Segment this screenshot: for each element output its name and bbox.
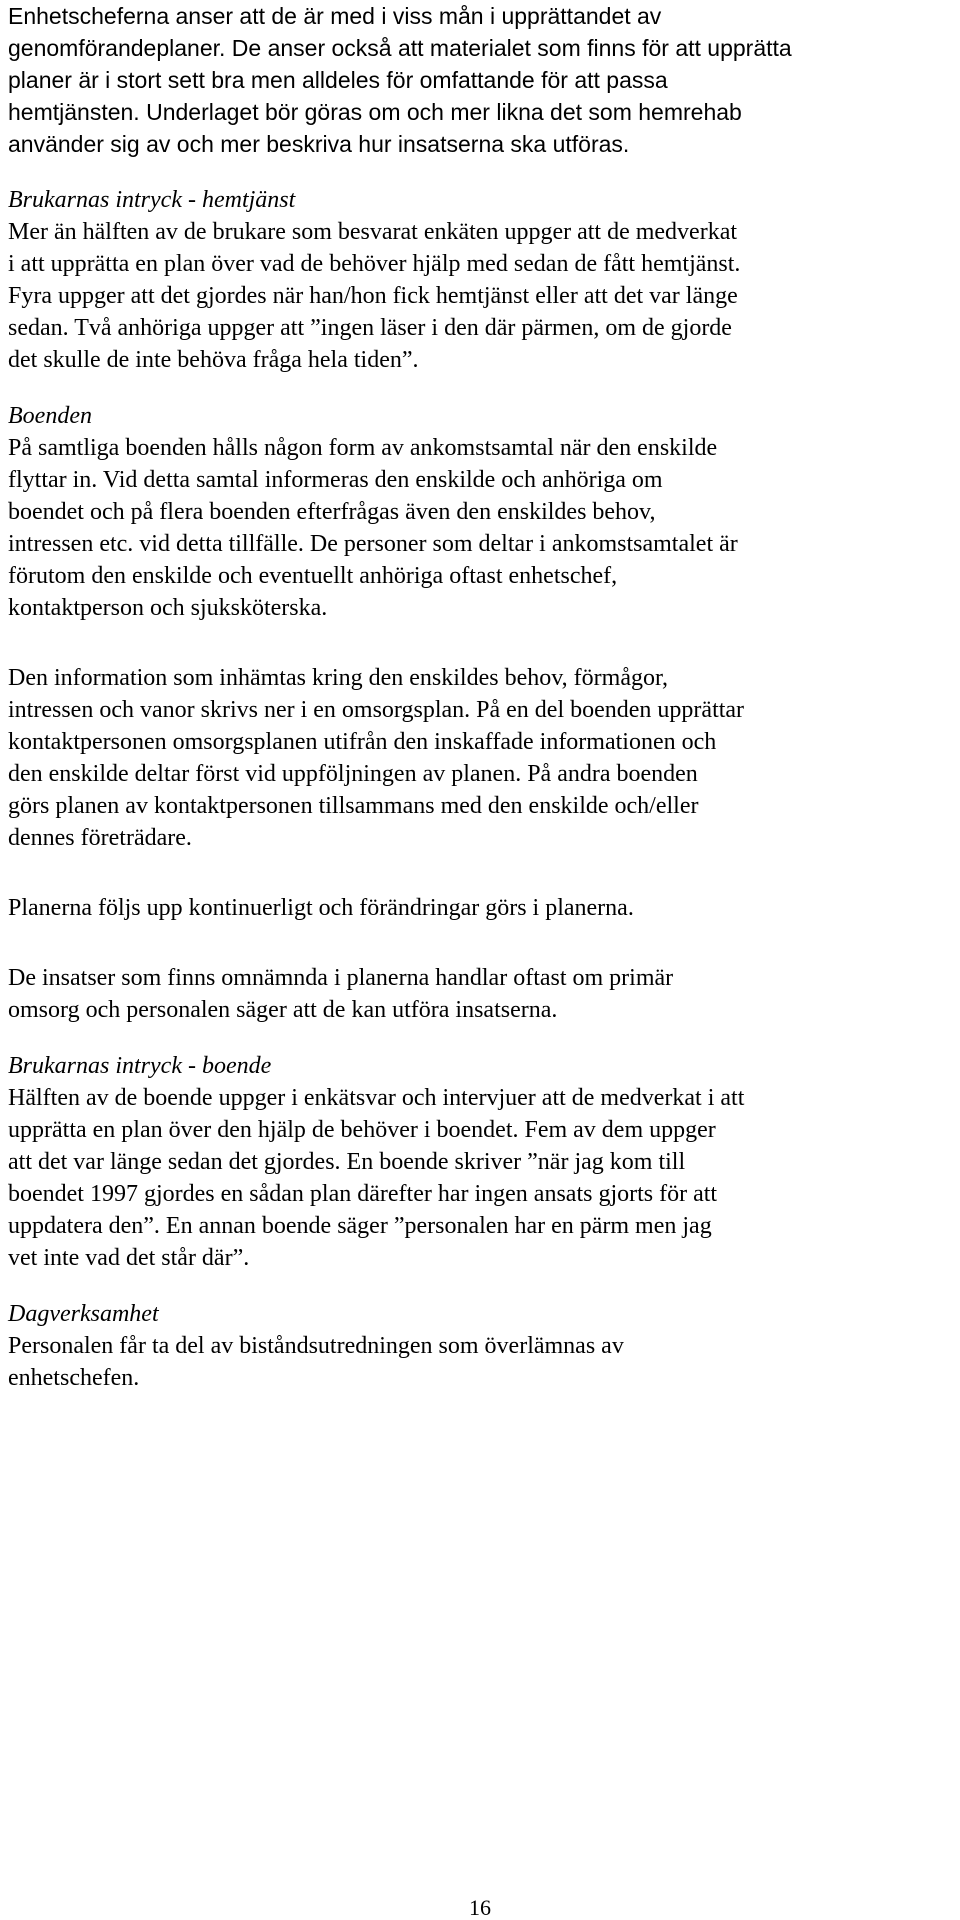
text-line: hemtjänsten. Underlaget bör göras om och mer likna det som hemrehab bbox=[8, 99, 742, 125]
text-line: Enhetscheferna anser att de är med i viss mån i upprättandet av bbox=[8, 3, 662, 29]
boenden-paragraph-3 bbox=[8, 892, 958, 924]
page-number: 16 bbox=[469, 1895, 491, 1920]
section-heading-dagverksamhet: Dagverksamhet bbox=[8, 1301, 159, 1327]
text-line: Personalen får ta del av biståndsutredningen som överlämnas av bbox=[8, 1333, 624, 1359]
text-line: enhetschefen. bbox=[8, 1365, 140, 1391]
text-line: den enskilde deltar först vid uppföljningen av planen. På andra boenden bbox=[8, 761, 698, 787]
text-line: kontaktpersonen omsorgsplanen utifrån den inskaffade informationen och bbox=[8, 729, 717, 755]
text-line: intressen och vanor skrivs ner i en omsorgsplan. På en del boenden upprättar bbox=[8, 697, 745, 723]
text-line: kontaktperson och sjuksköterska. bbox=[8, 595, 328, 621]
text-line: omsorg och personalen säger att de kan utföra insatserna. bbox=[8, 997, 558, 1023]
text-line: görs planen av kontaktpersonen tillsammans med den enskilde och/eller bbox=[8, 793, 699, 819]
text-line: Mer än hälften av de brukare som besvarat enkäten uppger att de medverkat bbox=[8, 219, 738, 245]
text-line: sedan. Två anhöriga uppger att ”ingen läser i den där pärmen, om de gjorde bbox=[8, 315, 732, 341]
text-line: De insatser som finns omnämnda i planerna handlar oftast om primär bbox=[8, 965, 674, 991]
boenden-paragraph-1 bbox=[8, 432, 958, 624]
text-line: i att upprätta en plan över vad de behöver hjälp med sedan de fått hemtjänst. bbox=[8, 251, 741, 277]
text-line: boendet 1997 gjordes en sådan plan därefter har ingen ansats gjorts för att bbox=[8, 1181, 718, 1207]
text-line: det skulle de inte behöva fråga hela tiden”. bbox=[8, 347, 419, 373]
boenden-paragraph-2 bbox=[8, 662, 958, 854]
text-line: använder sig av och mer beskriva hur insatserna ska utföras. bbox=[8, 131, 630, 157]
section-heading-boenden: Boenden bbox=[8, 403, 92, 429]
text-line: Hälften av de boende uppger i enkätsvar och intervjuer att de medverkat i att bbox=[8, 1085, 745, 1111]
boende-intryck-paragraph bbox=[8, 1082, 958, 1274]
text-line: genomförandeplaner. De anser också att materialet som finns för att upprätta bbox=[8, 35, 792, 61]
text-line: intressen etc. vid detta tillfälle. De personer som deltar i ankomstsamtalet är bbox=[8, 531, 738, 557]
hemtjanst-paragraph bbox=[8, 216, 958, 376]
text-line: förutom den enskilde och eventuellt anhöriga oftast enhetschef, bbox=[8, 563, 618, 589]
document-page bbox=[8, 0, 958, 1394]
intro-paragraph bbox=[8, 0, 958, 160]
text-line: att det var länge sedan det gjordes. En boende skriver ”när jag kom till bbox=[8, 1149, 686, 1175]
text-line: uppdatera den”. En annan boende säger ”personalen har en pärm men jag bbox=[8, 1213, 712, 1239]
text-line: flyttar in. Vid detta samtal informeras den enskilde och anhöriga om bbox=[8, 467, 663, 493]
section-heading-hemtjanst: Brukarnas intryck - hemtjänst bbox=[8, 187, 296, 213]
text-line: Planerna följs upp kontinuerligt och förändringar görs i planerna. bbox=[8, 895, 634, 921]
dagverksamhet-paragraph bbox=[8, 1330, 958, 1394]
text-line: dennes företrädare. bbox=[8, 825, 192, 851]
text-line: vet inte vad det står där”. bbox=[8, 1245, 250, 1271]
text-line: Fyra uppger att det gjordes när han/hon fick hemtjänst eller att det var länge bbox=[8, 283, 738, 309]
text-line: upprätta en plan över den hjälp de behöver i boendet. Fem av dem uppger bbox=[8, 1117, 716, 1143]
section-heading-boende-intryck: Brukarnas intryck - boende bbox=[8, 1053, 272, 1079]
text-line: planer är i stort sett bra men alldeles för omfattande för att passa bbox=[8, 67, 668, 93]
text-line: På samtliga boenden hålls någon form av ankomstsamtal när den enskilde bbox=[8, 435, 718, 461]
boenden-paragraph-4 bbox=[8, 962, 958, 1026]
text-line: Den information som inhämtas kring den enskildes behov, förmågor, bbox=[8, 665, 669, 691]
text-line: boendet och på flera boenden efterfrågas även den enskildes behov, bbox=[8, 499, 656, 525]
